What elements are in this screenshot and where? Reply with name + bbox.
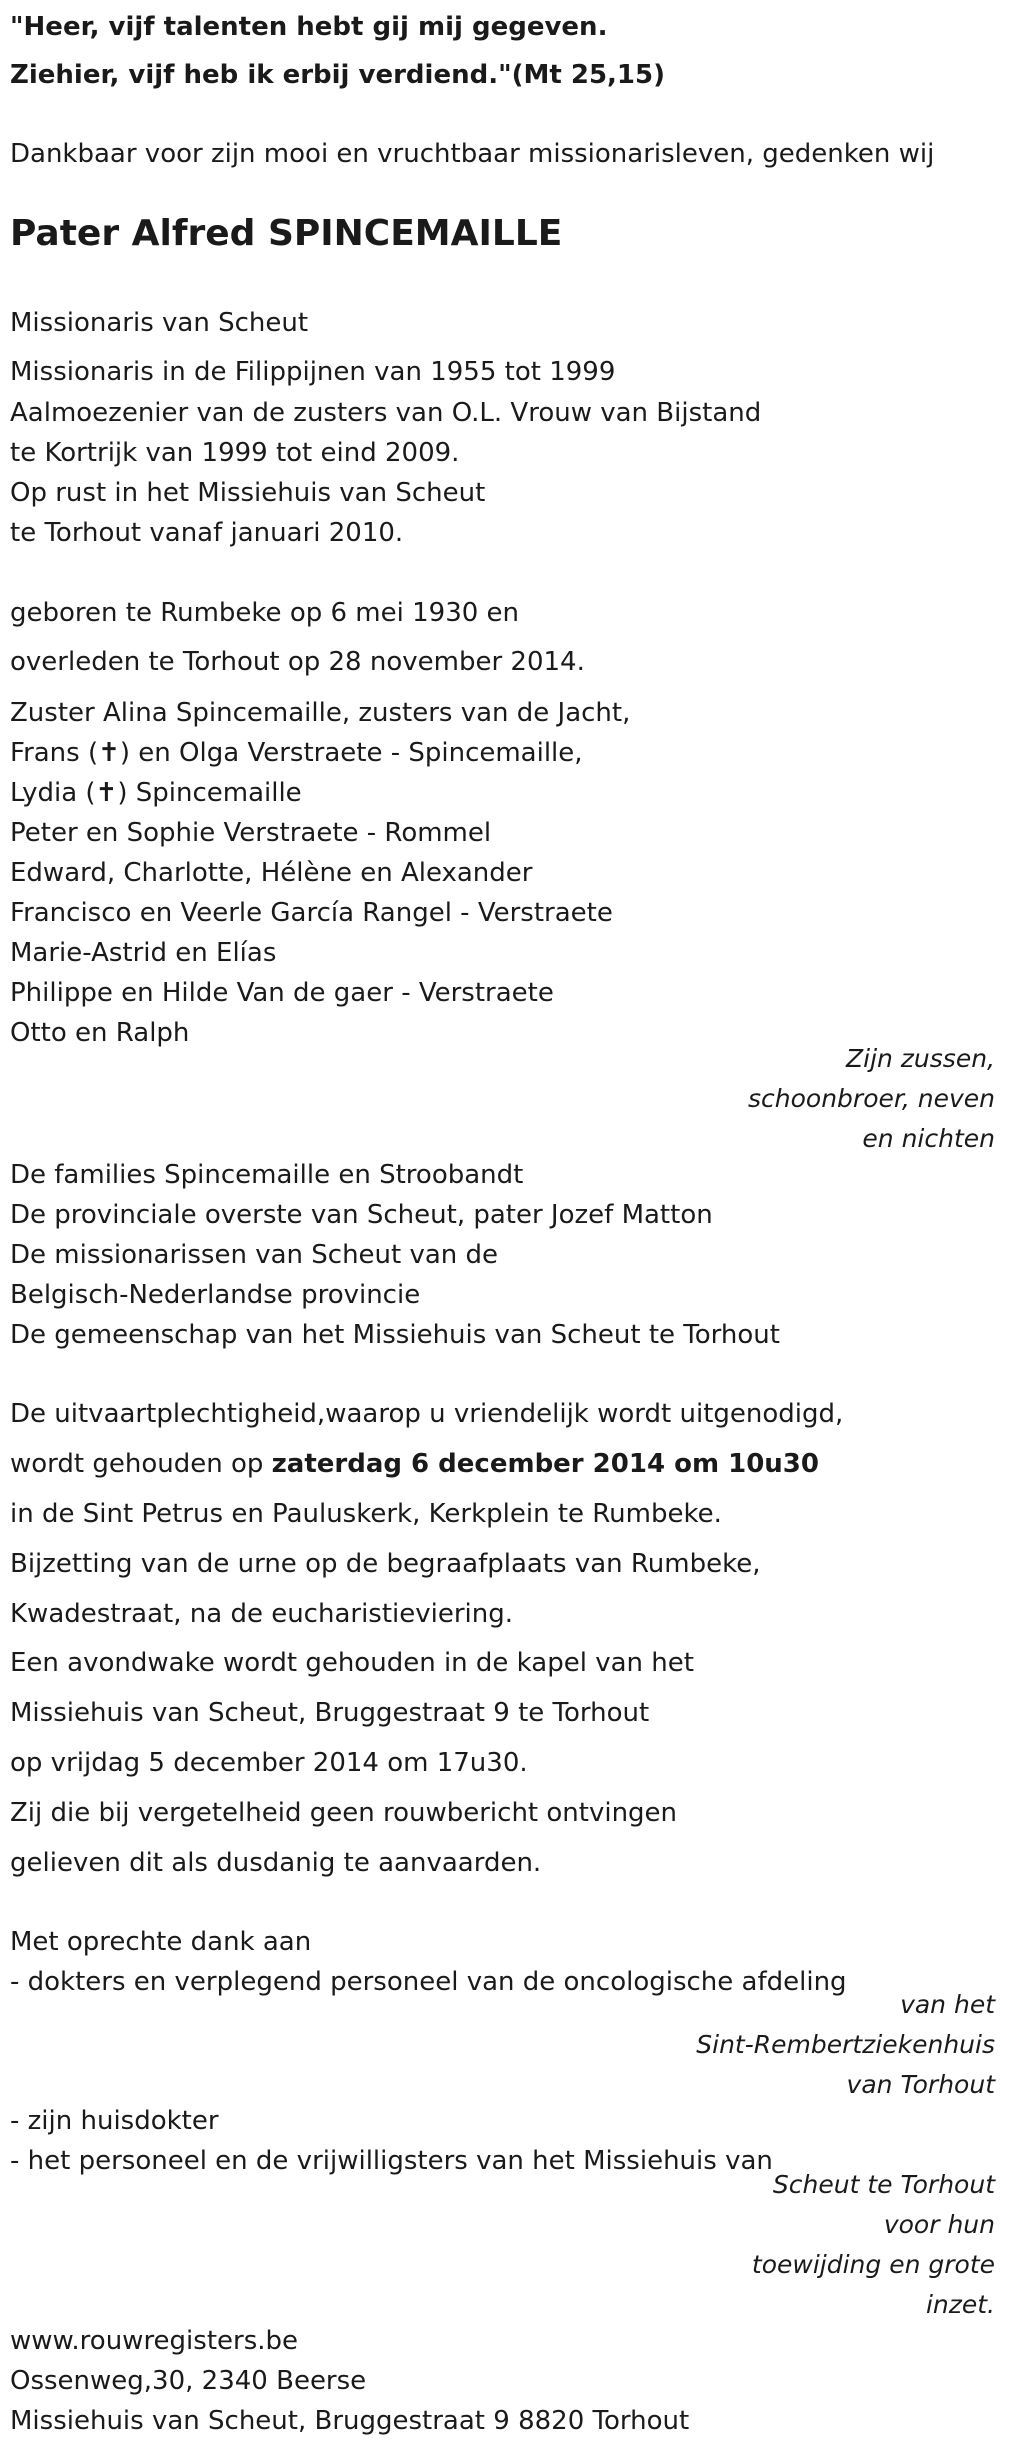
footer-address: Missiehuis van Scheut, Bruggestraat 9 8820 Torhout [10, 2406, 690, 2436]
thanks-item: - dokters en verplegend personeel van de oncologische afdeling [10, 1967, 847, 1997]
funeral-date-prefix: wordt gehouden op [10, 1449, 272, 1479]
birth-date: geboren te Rumbeke op 6 mei 1930 en [10, 598, 520, 628]
bio-line: Op rust in het Missiehuis van Scheut [10, 478, 486, 508]
institution-line: Belgisch-Nederlandse provincie [10, 1280, 421, 1310]
thanks-heading: Met oprechte dank aan [10, 1927, 312, 1957]
bio-line: Missionaris in de Filippijnen van 1955 tot 1999 [10, 357, 616, 387]
funeral-line: Een avondwake wordt gehouden in de kapel van het [10, 1648, 694, 1678]
thanks-caption: voor hun [883, 2210, 995, 2239]
funeral-line: Zij die bij vergetelheid geen rouwbericht ontvingen [10, 1798, 678, 1828]
thanks-caption: inzet. [925, 2290, 995, 2319]
family-member: Frans (✝) en Olga Verstraete - Spincemaille, [10, 738, 583, 768]
institution-line: De missionarissen van Scheut van de [10, 1240, 499, 1270]
family-member: Edward, Charlotte, Hélène en Alexander [10, 858, 533, 888]
thanks-caption: Scheut te Torhout [772, 2170, 995, 2199]
quote-line-1: "Heer, vijf talenten hebt gij mij gegeven. [10, 12, 608, 42]
funeral-date: zaterdag 6 december 2014 om 10u30 [271, 1449, 819, 1479]
funeral-line: Bijzetting van de urne op de begraafplaats van Rumbeke, [10, 1549, 761, 1579]
institution-line: De gemeenschap van het Missiehuis van Scheut te Torhout [10, 1320, 780, 1350]
bio-line: te Kortrijk van 1999 tot eind 2009. [10, 438, 460, 468]
family-member: Zuster Alina Spincemaille, zusters van de Jacht, [10, 698, 631, 728]
family-member: Philippe en Hilde Van de gaer - Verstraete [10, 978, 554, 1008]
family-member: Francisco en Veerle García Rangel - Verstraete [10, 898, 613, 928]
intro-text: Dankbaar voor zijn mooi en vruchtbaar missionarisleven, gedenken wij [10, 139, 935, 169]
funeral-line: Missiehuis van Scheut, Bruggestraat 9 te Torhout [10, 1698, 650, 1728]
family-member: Otto en Ralph [10, 1018, 190, 1048]
death-date: overleden te Torhout op 28 november 2014. [10, 647, 585, 677]
funeral-line: Kwadestraat, na de eucharistieviering. [10, 1599, 514, 1629]
deceased-name: Pater Alfred SPINCEMAILLE [10, 213, 563, 254]
family-member: Peter en Sophie Verstraete - Rommel [10, 818, 492, 848]
thanks-caption: van het [900, 1990, 995, 2019]
funeral-line: De uitvaartplechtigheid,waarop u vriendelijk wordt uitgenodigd, [10, 1399, 844, 1429]
bio-line: Missionaris van Scheut [10, 308, 309, 338]
funeral-line: op vrijdag 5 december 2014 om 17u30. [10, 1748, 528, 1778]
family-caption: en nichten [862, 1124, 995, 1153]
thanks-item: - het personeel en de vrijwilligsters van het Missiehuis van [10, 2146, 773, 2176]
family-caption: Zijn zussen, [846, 1044, 995, 1073]
family-caption: schoonbroer, neven [748, 1084, 995, 1113]
thanks-item: - zijn huisdokter [10, 2106, 219, 2136]
institution-line: De provinciale overste van Scheut, pater Jozef Matton [10, 1200, 713, 1230]
institution-line: De families Spincemaille en Stroobandt [10, 1160, 524, 1190]
footer-website[interactable]: www.rouwregisters.be [10, 2326, 299, 2356]
thanks-caption: van Torhout [846, 2070, 995, 2099]
quote-line-2: Ziehier, vijf heb ik erbij verdiend."(Mt 25,15) [10, 60, 665, 90]
footer-address: Ossenweg,30, 2340 Beerse [10, 2366, 367, 2396]
funeral-line: in de Sint Petrus en Pauluskerk, Kerkplein te Rumbeke. [10, 1499, 722, 1529]
family-member: Marie-Astrid en Elías [10, 938, 277, 968]
family-member: Lydia (✝) Spincemaille [10, 778, 302, 808]
thanks-caption: toewijding en grote [751, 2250, 995, 2279]
funeral-date-line [10, 1444, 819, 1484]
bio-line: Aalmoezenier van de zusters van O.L. Vrouw van Bijstand [10, 398, 762, 428]
bio-line: te Torhout vanaf januari 2010. [10, 518, 404, 548]
thanks-caption: Sint-Rembertziekenhuis [696, 2030, 995, 2059]
funeral-line: gelieven dit als dusdanig te aanvaarden. [10, 1848, 542, 1878]
